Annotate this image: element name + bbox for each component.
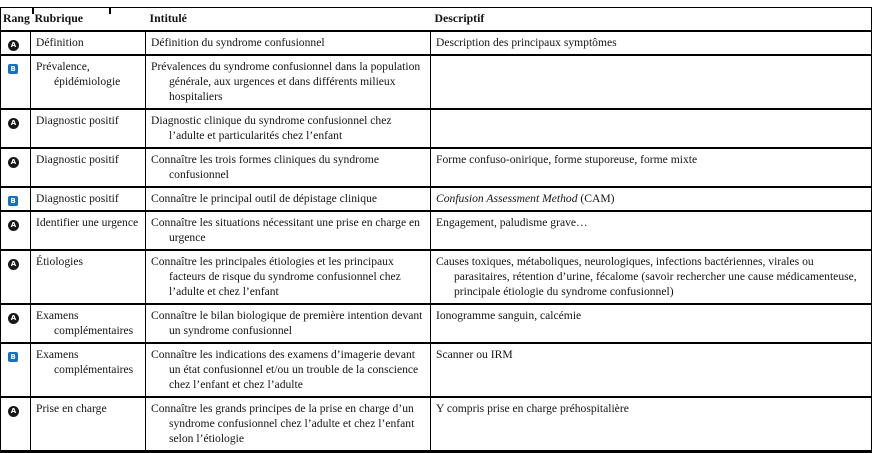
intitule-text: Définition du syndrome confusionnel bbox=[151, 36, 325, 49]
rubrique-text: Définition bbox=[36, 36, 84, 49]
rang-cell bbox=[1, 55, 31, 109]
header-row bbox=[1, 8, 872, 32]
rang-cell bbox=[1, 187, 31, 211]
descriptif-text: Engagement, paludisme grave… bbox=[436, 216, 588, 229]
rang-cell bbox=[1, 304, 31, 343]
intitule-text: Connaître les situations nécessitant une prise en charge en urgence bbox=[151, 216, 420, 244]
column-header-descriptif: Descriptif bbox=[431, 8, 872, 32]
table-row bbox=[1, 250, 872, 304]
rank-a-icon: A bbox=[8, 406, 19, 417]
intitule-cell bbox=[146, 250, 431, 304]
descriptif-text: Ionogramme sanguin, calcémie bbox=[436, 309, 582, 322]
descriptif-cell bbox=[431, 304, 872, 343]
descriptif-text: Description des principaux symptômes bbox=[436, 36, 617, 49]
intitule-text: Connaître les principales étiologies et les principaux facteurs de risque du syndrome confusionnel chez l’adulte et chez l’enfant bbox=[151, 255, 401, 298]
intitule-text: Connaître les grands principes de la prise en charge d’un syndrome confusionnel chez l’adulte et chez l’enfant selon l’étiologie bbox=[151, 402, 415, 445]
rank-b-icon: B bbox=[8, 196, 18, 206]
rang-cell bbox=[1, 250, 31, 304]
intitule-cell bbox=[146, 148, 431, 187]
rubrique-text: Identifier une urgence bbox=[36, 216, 139, 229]
intitule-cell bbox=[146, 304, 431, 343]
crop-artifact-tick bbox=[109, 7, 111, 14]
descriptif-cell bbox=[431, 343, 872, 397]
intitule-text: Connaître le principal outil de dépistage clinique bbox=[151, 192, 378, 205]
descriptif-cell bbox=[431, 250, 872, 304]
rang-cell bbox=[1, 343, 31, 397]
rank-a-icon: A bbox=[8, 259, 19, 270]
rang-cell bbox=[1, 211, 31, 250]
intitule-cell bbox=[146, 397, 431, 452]
rank-a-icon: A bbox=[8, 118, 19, 129]
descriptif-cell bbox=[431, 55, 872, 109]
rang-cell bbox=[1, 31, 31, 55]
descriptif-text: Scanner ou IRM bbox=[436, 348, 513, 361]
descriptif-cell bbox=[431, 397, 872, 452]
table-row bbox=[1, 55, 872, 109]
scanned-objectives-page bbox=[0, 7, 872, 453]
intitule-text: Diagnostic clinique du syndrome confusionnel chez l’adulte et particularités chez l’enfant bbox=[151, 114, 392, 142]
rubrique-text: Étiologies bbox=[36, 255, 84, 268]
rank-b-icon: B bbox=[8, 64, 18, 74]
rubrique-cell bbox=[31, 109, 146, 148]
descriptif-cell bbox=[431, 187, 872, 211]
descriptif-text: Confusion Assessment Method (CAM) bbox=[436, 192, 615, 205]
intitule-text: Prévalences du syndrome confusionnel dans la population générale, aux urgences et dans différents milieux hospitaliers bbox=[151, 60, 421, 103]
intitule-cell bbox=[146, 211, 431, 250]
intitule-cell bbox=[146, 187, 431, 211]
rubrique-cell bbox=[31, 343, 146, 397]
rubrique-cell bbox=[31, 187, 146, 211]
rank-a-icon: A bbox=[8, 313, 19, 324]
descriptif-cell bbox=[431, 148, 872, 187]
table-row bbox=[1, 304, 872, 343]
rubrique-text: Prévalence, épidémiologie bbox=[36, 60, 121, 88]
rubrique-cell bbox=[31, 250, 146, 304]
table-row bbox=[1, 148, 872, 187]
rank-a-icon: A bbox=[8, 157, 19, 168]
table-row bbox=[1, 31, 872, 55]
table-row bbox=[1, 211, 872, 250]
rubrique-cell bbox=[31, 211, 146, 250]
rubrique-text: Diagnostic positif bbox=[36, 153, 119, 166]
descriptif-cell bbox=[431, 31, 872, 55]
intitule-cell bbox=[146, 31, 431, 55]
column-header-rang: Rang bbox=[1, 8, 31, 32]
rubrique-cell bbox=[31, 397, 146, 452]
rubrique-cell bbox=[31, 31, 146, 55]
intitule-cell bbox=[146, 55, 431, 109]
table-row bbox=[1, 397, 872, 452]
objectives-table bbox=[0, 7, 872, 453]
rang-cell bbox=[1, 109, 31, 148]
rang-cell bbox=[1, 397, 31, 452]
intitule-text: Connaître les trois formes cliniques du syndrome confusionnel bbox=[151, 153, 379, 181]
descriptif-cell bbox=[431, 109, 872, 148]
rubrique-text: Diagnostic positif bbox=[36, 114, 119, 127]
descriptif-cell bbox=[431, 211, 872, 250]
rank-b-icon: B bbox=[8, 352, 18, 362]
descriptif-text: Y compris prise en charge préhospitalière bbox=[436, 402, 629, 415]
rubrique-text: Examens complémentaires bbox=[36, 309, 134, 337]
table-body bbox=[1, 31, 872, 452]
rank-a-icon: A bbox=[8, 40, 19, 51]
intitule-text: Connaître le bilan biologique de première intention devant un syndrome confusionnel bbox=[151, 309, 423, 337]
rubrique-cell bbox=[31, 55, 146, 109]
table-row bbox=[1, 109, 872, 148]
intitule-cell bbox=[146, 109, 431, 148]
rubrique-cell bbox=[31, 148, 146, 187]
rubrique-text: Prise en charge bbox=[36, 402, 107, 415]
column-header-intitule: Intitulé bbox=[146, 8, 431, 32]
rubrique-cell bbox=[31, 304, 146, 343]
intitule-text: Connaître les indications des examens d’imagerie devant un état confusionnel et/ou un trouble de la conscience chez l’enfant et chez l’adulte bbox=[151, 348, 419, 391]
column-header-rubrique: Rubrique bbox=[31, 8, 146, 32]
rubrique-text: Examens complémentaires bbox=[36, 348, 134, 376]
descriptif-text: Forme confuso-onirique, forme stuporeuse, forme mixte bbox=[436, 153, 698, 166]
crop-artifact-tick bbox=[32, 7, 34, 14]
descriptif-text: Causes toxiques, métaboliques, neurologiques, infections bactériennes, virales ou parasitaires, rétention d’urine, fécalome (savoir rechercher une cause médicamenteuse, principale étiologie du syndrome confusionnel) bbox=[436, 255, 857, 298]
rank-a-icon: A bbox=[8, 220, 19, 231]
rubrique-text: Diagnostic positif bbox=[36, 192, 119, 205]
rang-cell bbox=[1, 148, 31, 187]
intitule-cell bbox=[146, 343, 431, 397]
table-row bbox=[1, 187, 872, 211]
table-row bbox=[1, 343, 872, 397]
